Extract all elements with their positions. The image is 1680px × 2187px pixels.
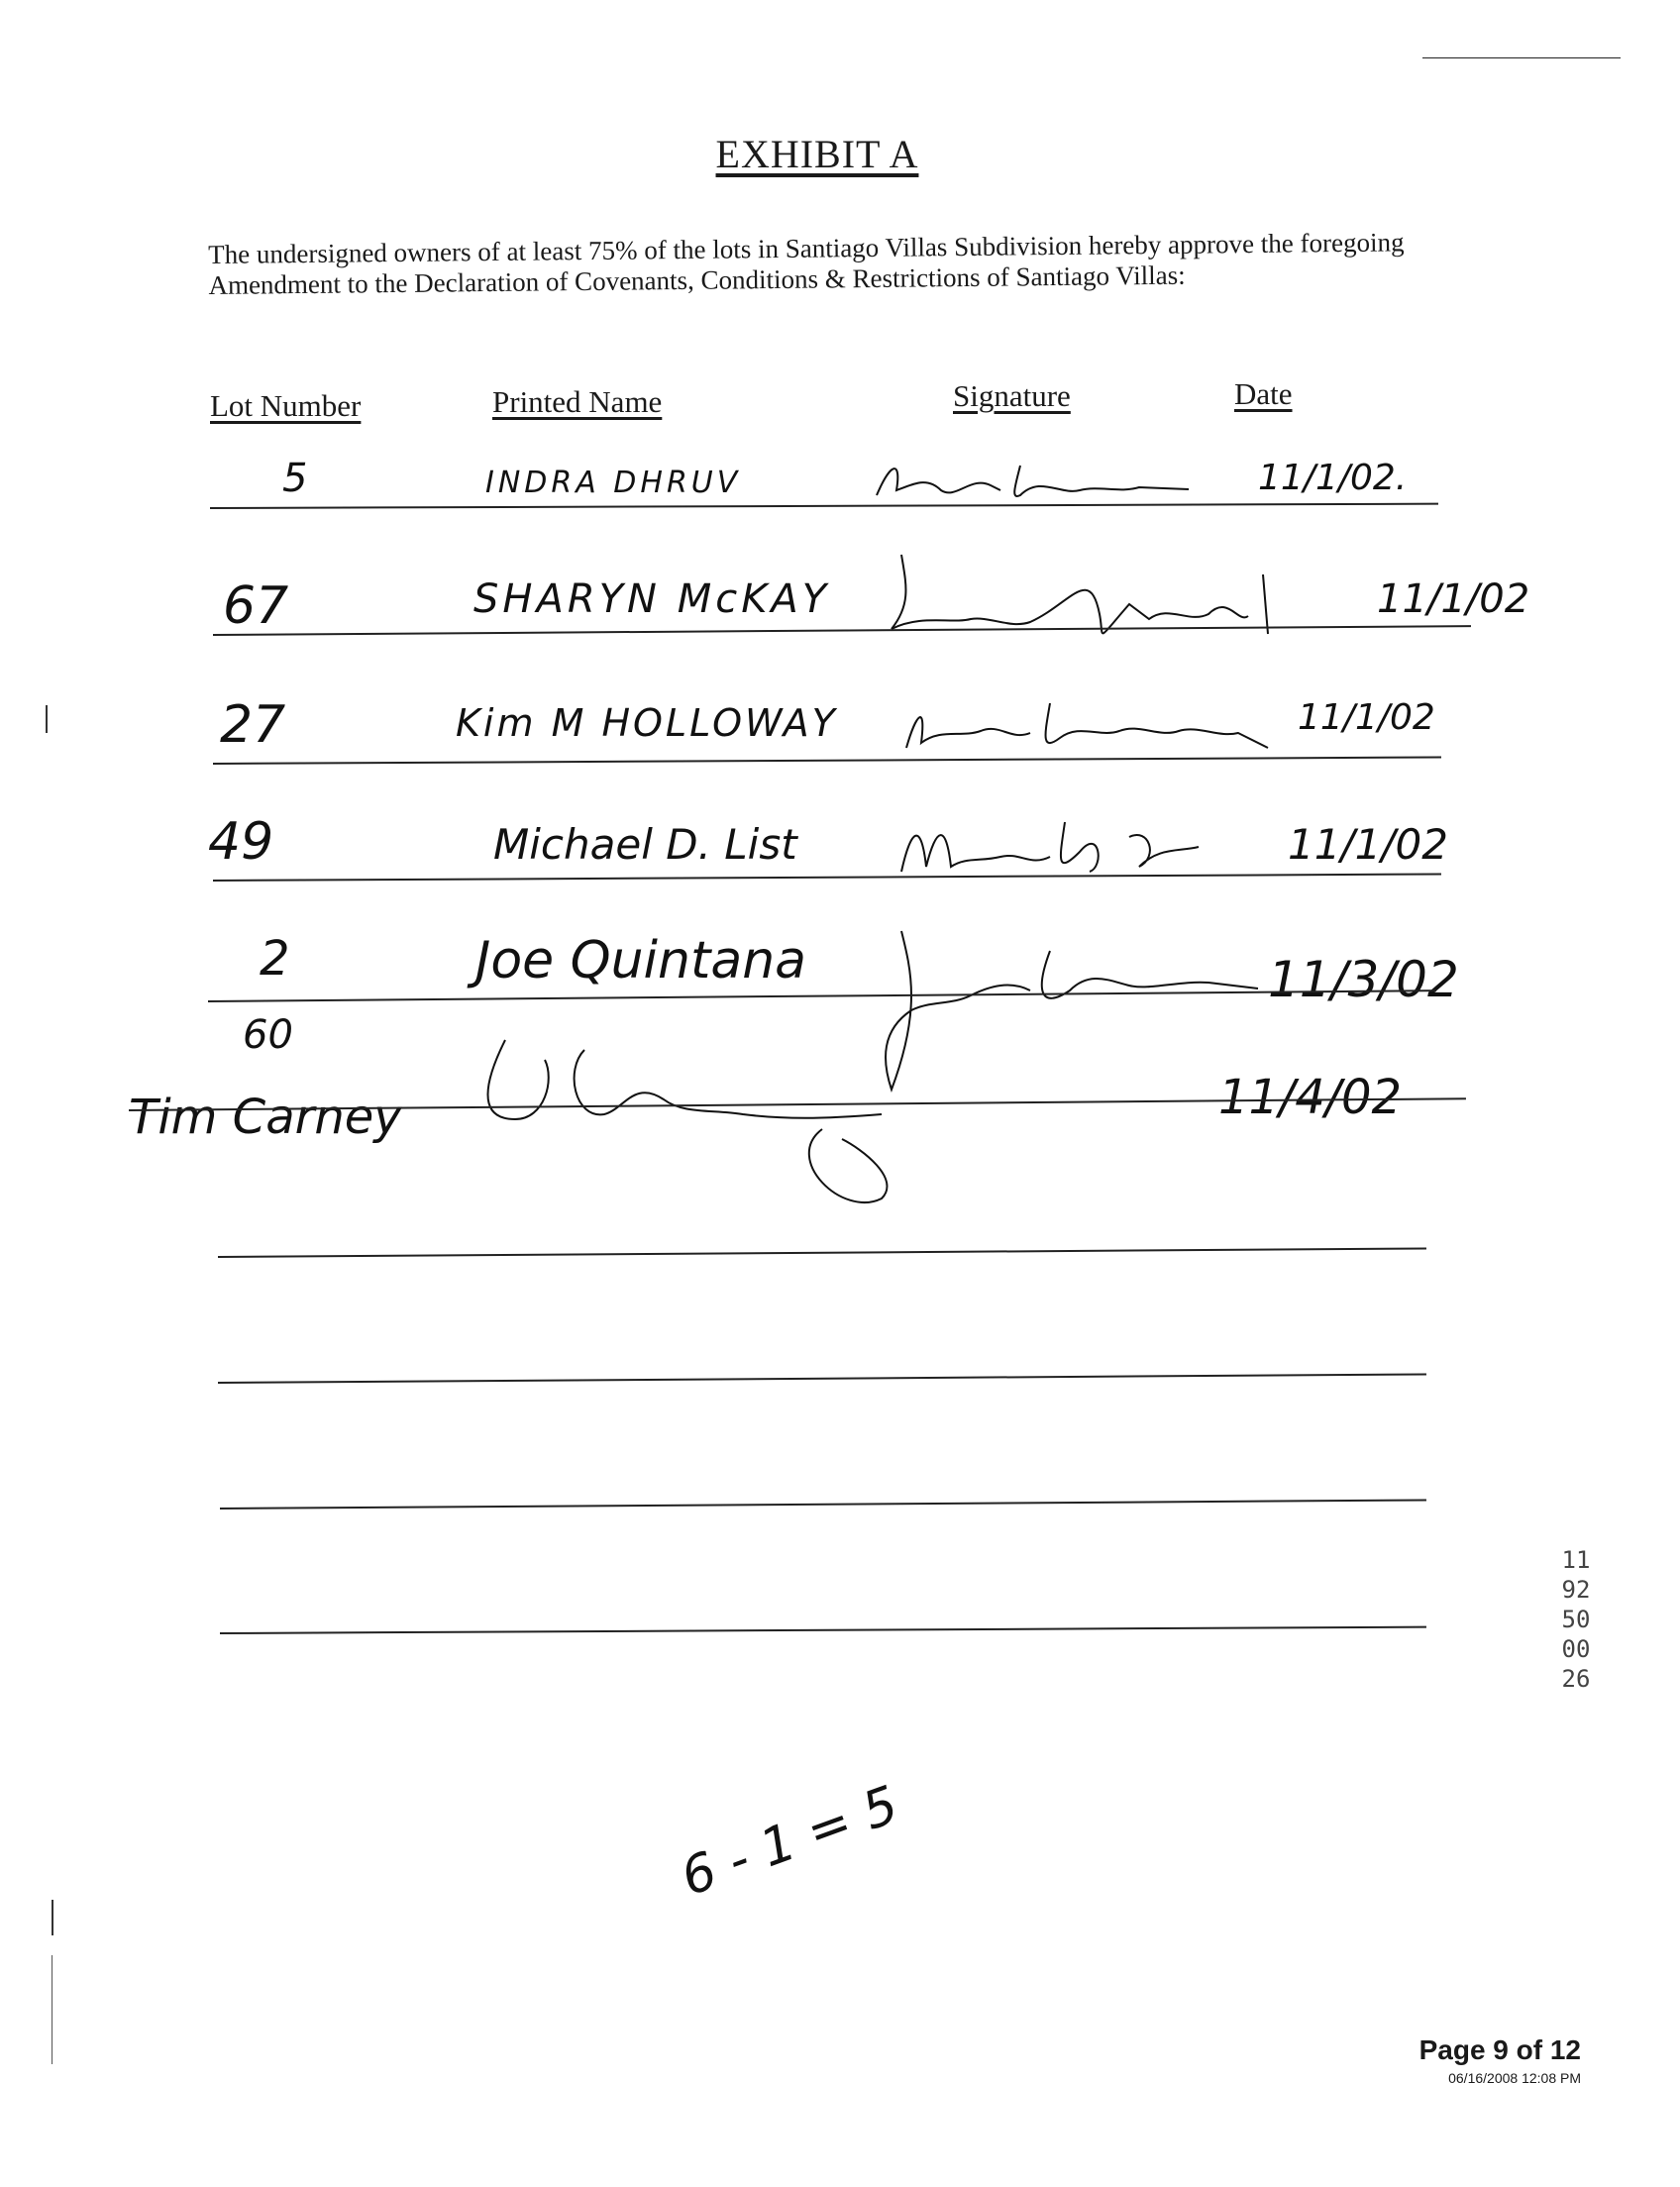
handwritten-note: 6 - 1 = 5 [674, 1775, 906, 1909]
date-value: 11/4/02 [1218, 1070, 1403, 1125]
blank-signature-line [220, 1499, 1426, 1510]
date-value: 11/1/02 [1298, 697, 1435, 738]
margin-mark [46, 705, 48, 733]
lot-number: 49 [208, 812, 274, 872]
date-value: 11/1/02. [1258, 458, 1408, 498]
intro-paragraph: The undersigned owners of at least 75% of the lots in Santiago Villas Subdivision hereby approve the foregoing Amendment to the Declaration of Covenants, Conditions & Restrictions of Santiago Villas: [208, 227, 1405, 300]
page-title: EXHIBIT A [715, 132, 919, 176]
printed-name: Joe Quintana [475, 931, 807, 990]
signature-line [213, 874, 1441, 882]
lot-number: 60 [243, 1012, 293, 1058]
date-value: 11/1/02 [1377, 576, 1530, 622]
printed-name: Kim M HOLLOWAY [456, 701, 838, 745]
side-document-number: 1192500026 [1561, 1546, 1591, 1693]
signature-image [466, 1020, 941, 1218]
lot-number: 2 [260, 931, 290, 987]
column-header-date: Date [1234, 376, 1293, 411]
blank-signature-line [218, 1247, 1426, 1258]
signature-line [210, 503, 1438, 509]
date-value: 11/3/02 [1268, 951, 1459, 1008]
lot-number: 67 [223, 576, 289, 636]
signature-image [901, 693, 1278, 763]
printed-name: SHARYN McKAY [473, 576, 831, 622]
column-header-name: Printed Name [492, 384, 663, 419]
printed-name: Tim Carney [129, 1090, 402, 1145]
lot-number: 27 [220, 695, 286, 755]
lot-number: 5 [282, 456, 308, 501]
blank-signature-line [220, 1626, 1426, 1634]
blank-signature-line [218, 1373, 1426, 1384]
column-header-signature: Signature [953, 378, 1071, 413]
top-right-rule [1422, 57, 1621, 58]
margin-mark [52, 1900, 53, 1935]
printed-name: Michael D. List [493, 820, 797, 869]
date-value: 11/1/02 [1288, 820, 1448, 869]
page-number: Page 9 of 12 [1418, 2034, 1581, 2065]
column-header-lot: Lot Number [210, 388, 362, 423]
printed-name: INDRA DHRUV [485, 466, 742, 500]
signature-image [872, 545, 1347, 654]
timestamp: 06/16/2008 12:08 PM [1448, 2070, 1581, 2086]
